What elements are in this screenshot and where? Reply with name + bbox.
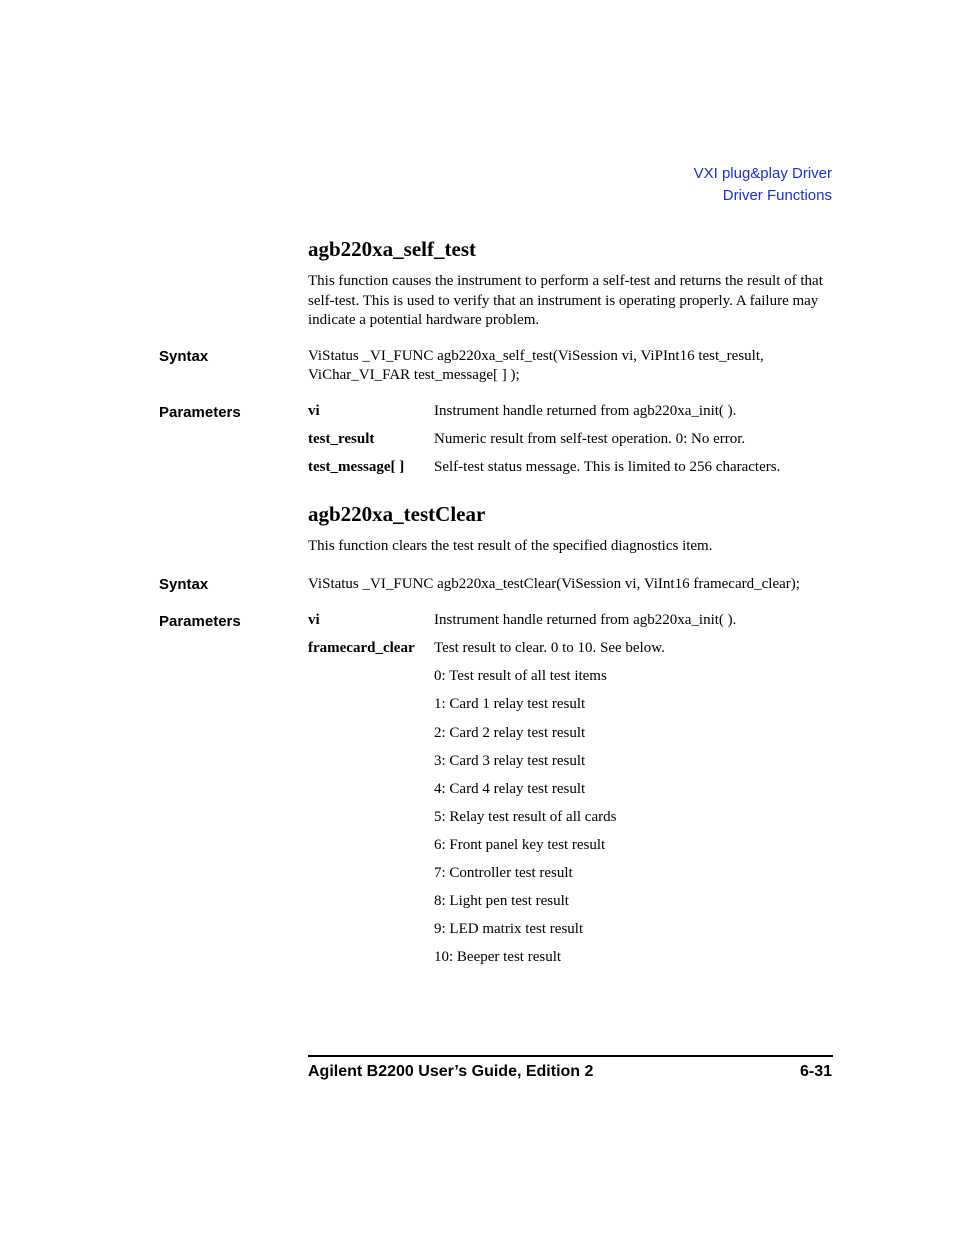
self-test-syntax-label: Syntax bbox=[159, 348, 209, 365]
test-item: 9: LED matrix test result bbox=[434, 921, 584, 937]
param-desc: Self-test status message. This is limited to 256 characters. bbox=[434, 459, 781, 475]
self-test-syntax-line2: ViChar_VI_FAR test_message[ ] ); bbox=[308, 367, 520, 383]
param-desc: Test result to clear. 0 to 10. See below. bbox=[434, 640, 665, 656]
test-clear-syntax-label: Syntax bbox=[159, 576, 209, 593]
self-test-title: agb220xa_self_test bbox=[308, 237, 476, 261]
test-item: 10: Beeper test result bbox=[434, 949, 562, 965]
param-name: vi bbox=[308, 612, 320, 628]
test-item: 6: Front panel key test result bbox=[434, 837, 606, 853]
self-test-syntax-line1: ViStatus _VI_FUNC agb220xa_self_test(ViSession vi, ViPInt16 test_result, bbox=[308, 348, 764, 364]
test-item: 3: Card 3 relay test result bbox=[434, 753, 586, 769]
test-item: 5: Relay test result of all cards bbox=[434, 809, 617, 825]
test-item: 4: Card 4 relay test result bbox=[434, 781, 586, 797]
header-section-link[interactable]: Driver Functions bbox=[722, 187, 832, 204]
param-desc: Instrument handle returned from agb220xa_init( ). bbox=[434, 612, 737, 628]
test-item: 0: Test result of all test items bbox=[434, 668, 607, 684]
test-clear-description: This function clears the test result of the specified diagnostics item. bbox=[308, 538, 713, 554]
test-item: 7: Controller test result bbox=[434, 865, 573, 881]
param-desc: Numeric result from self-test operation. 0: No error. bbox=[434, 431, 746, 447]
footer-page-number: 6-31 bbox=[799, 1063, 832, 1080]
footer-guide-title: Agilent B2200 User’s Guide, Edition 2 bbox=[308, 1063, 594, 1080]
header-chapter-link[interactable]: VXI plug&play Driver bbox=[693, 165, 832, 182]
param-name: test_message[ ] bbox=[308, 459, 405, 475]
footer-rule bbox=[308, 1055, 833, 1057]
param-name: test_result bbox=[308, 431, 375, 447]
self-test-description: This function causes the instrument to perform a self-test and returns the result of that self-test. This is used to verify that an instrument is operating properly. A failure may indicate a potential hardware problem. bbox=[308, 273, 823, 328]
param-desc: Instrument handle returned from agb220xa_init( ). bbox=[434, 403, 737, 419]
param-name: vi bbox=[308, 403, 320, 419]
param-name: framecard_clear bbox=[308, 640, 415, 656]
test-clear-parameters-label: Parameters bbox=[159, 613, 241, 630]
test-clear-title: agb220xa_testClear bbox=[308, 502, 486, 526]
test-clear-syntax-line1: ViStatus _VI_FUNC agb220xa_testClear(ViSession vi, ViInt16 framecard_clear); bbox=[308, 576, 800, 592]
self-test-parameters-label: Parameters bbox=[159, 404, 241, 421]
test-item: 1: Card 1 relay test result bbox=[434, 696, 586, 712]
test-item: 2: Card 2 relay test result bbox=[434, 725, 586, 741]
test-item: 8: Light pen test result bbox=[434, 893, 569, 909]
